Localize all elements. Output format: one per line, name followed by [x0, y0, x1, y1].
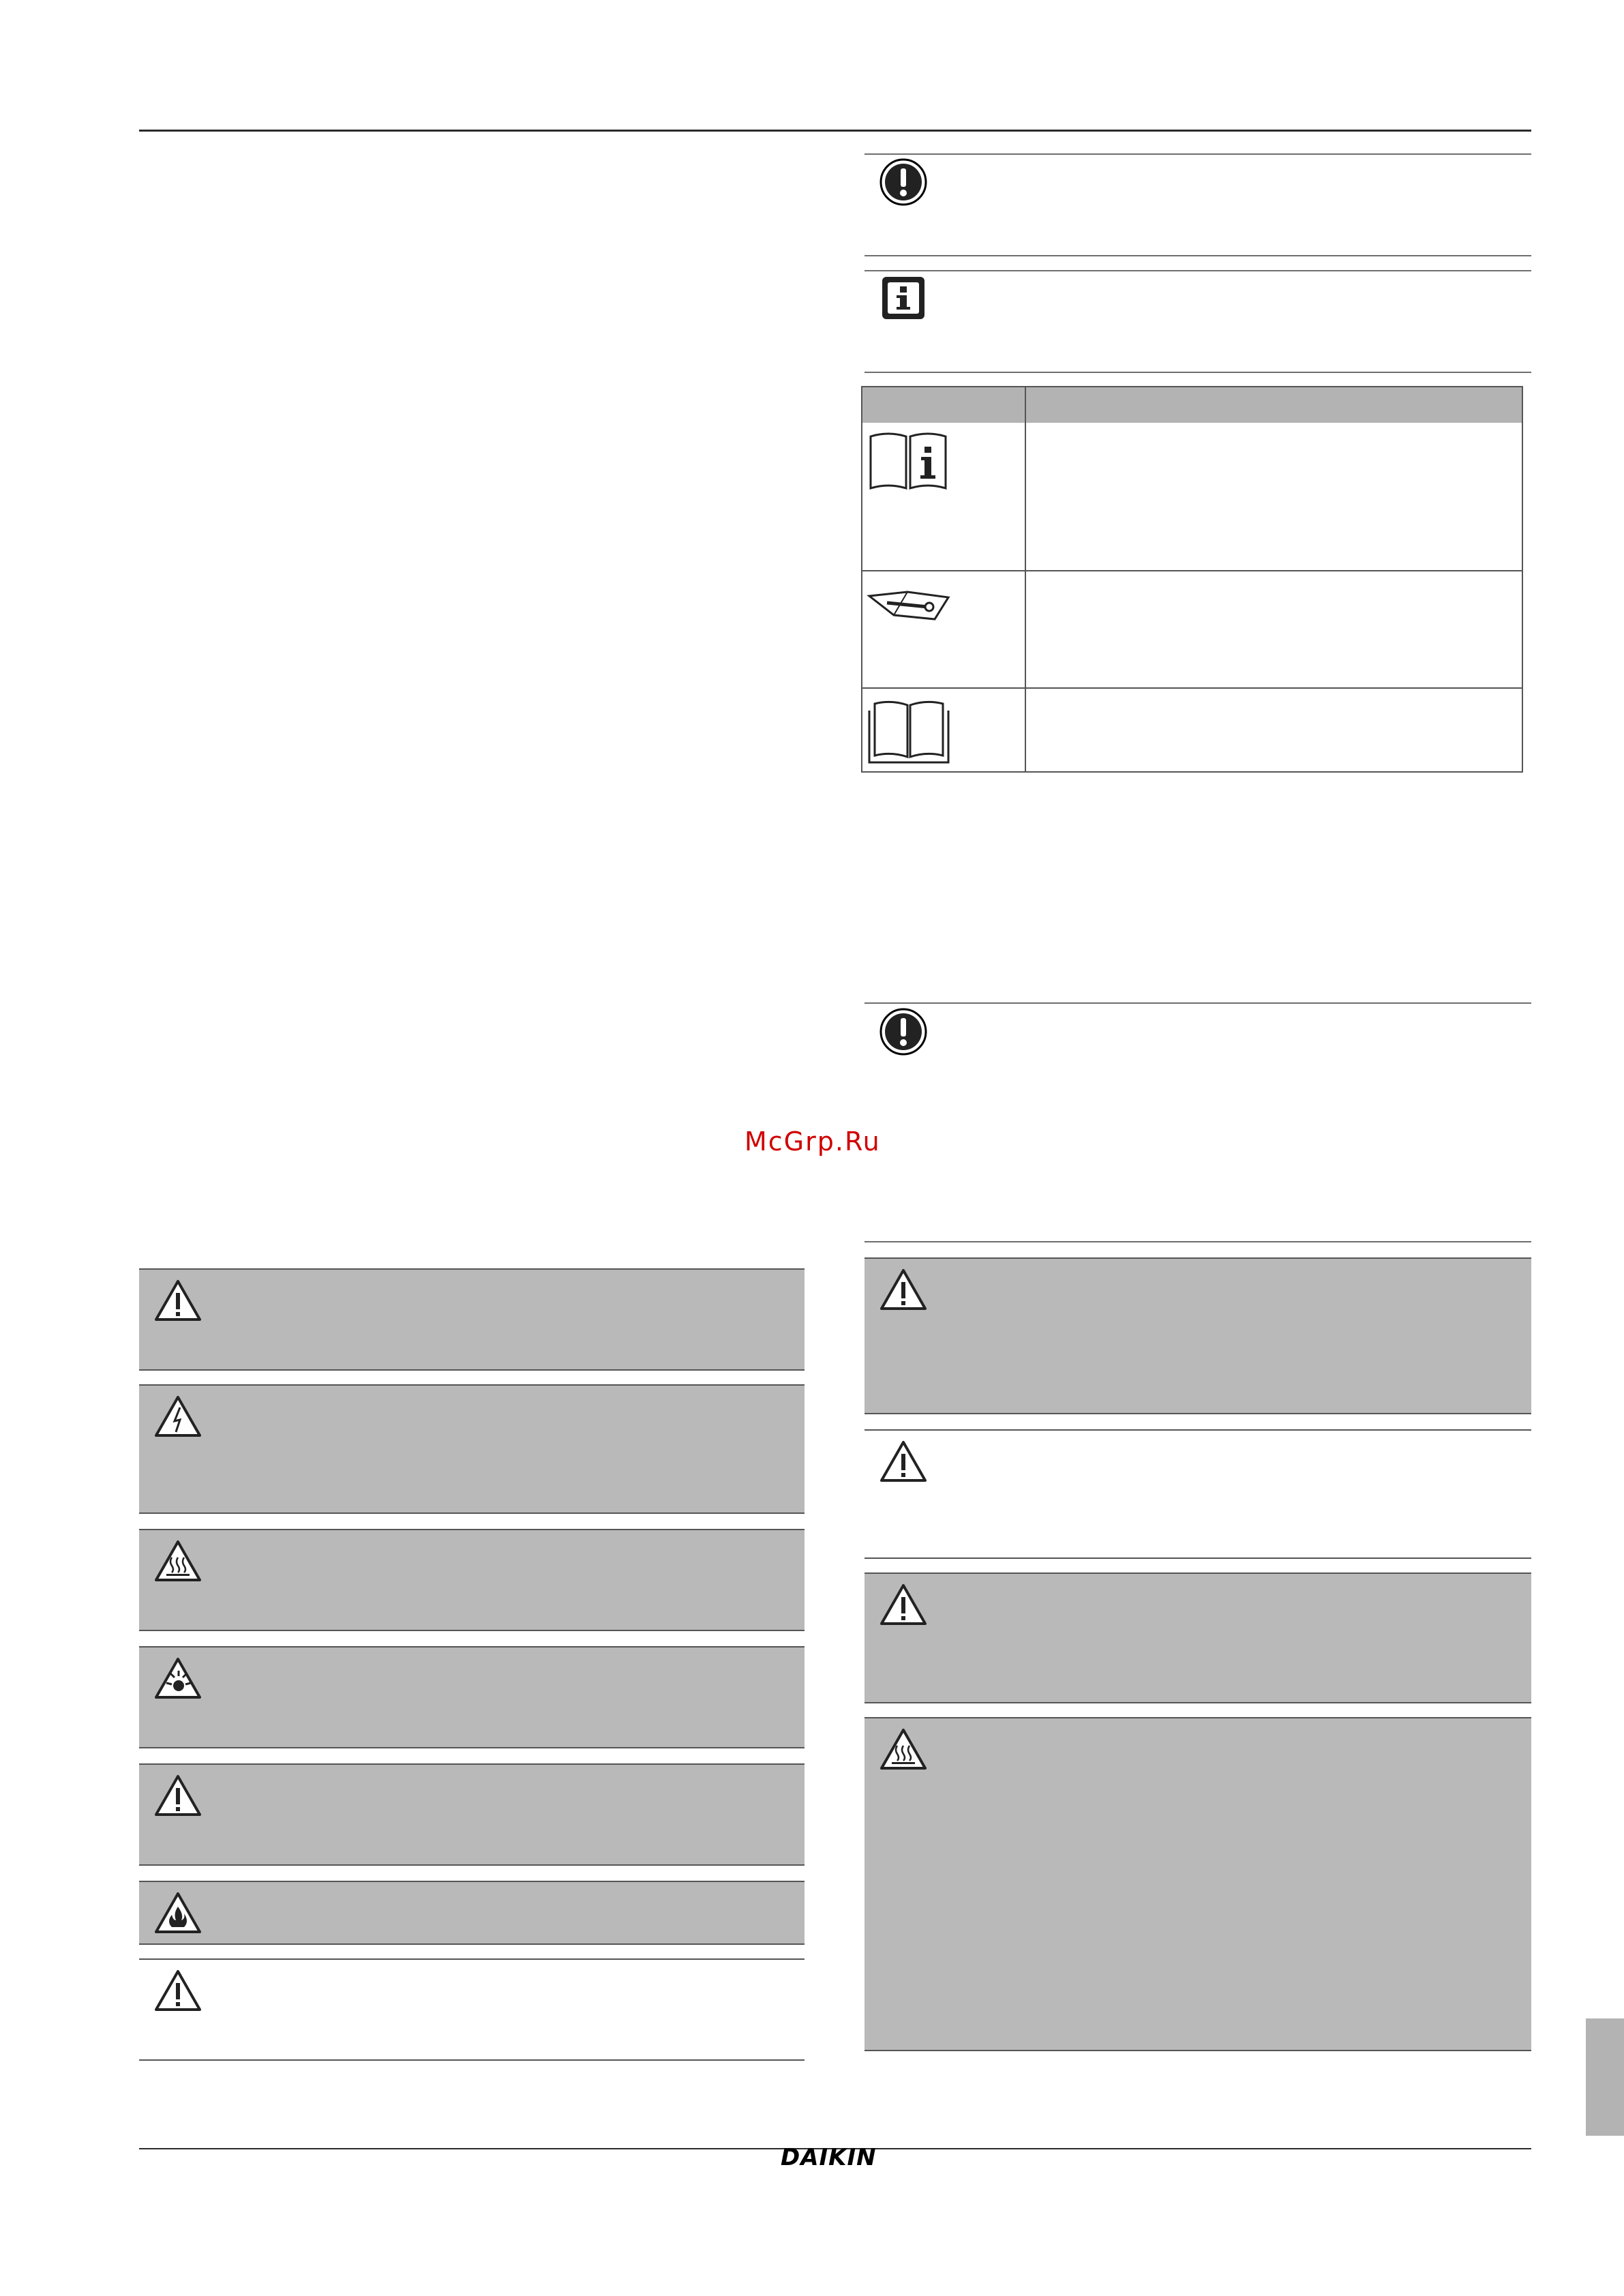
- table-column-divider: [1025, 387, 1026, 771]
- documentation-table: [861, 386, 1523, 773]
- warning-triangle-icon: [879, 1440, 927, 1485]
- table-row-divider: [862, 570, 1522, 571]
- electric-shock-icon: [154, 1395, 202, 1440]
- open-book-icon: [867, 697, 951, 768]
- info-icon: [881, 275, 926, 323]
- exclamation-icon: [879, 1008, 927, 1058]
- hazard-box-caution: [864, 1429, 1531, 1559]
- section-tab: [1586, 2018, 1624, 2136]
- info-top-rule: [864, 270, 1531, 271]
- warning-triangle-icon: [154, 1279, 202, 1324]
- book-info-icon: [868, 430, 950, 494]
- hazard-box-hot-surface: [139, 1529, 805, 1631]
- hazard-box-warning: [864, 1572, 1531, 1703]
- hazard-box-warning: [139, 1763, 805, 1866]
- hazard-box-warning: [864, 1257, 1531, 1414]
- table-row-divider: [862, 687, 1522, 689]
- hot-surface-icon: [879, 1728, 927, 1773]
- hazard-box-caution: [139, 1958, 805, 2061]
- hazard-box-hot-surface: [864, 1717, 1531, 2051]
- info-bottom-rule: [864, 372, 1531, 373]
- warning-triangle-icon: [879, 1268, 927, 1313]
- manual-wrench-icon: [867, 582, 951, 626]
- explosion-icon: [154, 1657, 202, 1702]
- exclamation-icon: [879, 158, 927, 209]
- hot-surface-icon: [154, 1540, 202, 1585]
- table-header: [862, 387, 1522, 423]
- hazard-box-electric: [139, 1384, 805, 1514]
- warning-triangle-icon: [154, 1774, 202, 1819]
- section-rule: [864, 1241, 1531, 1242]
- daikin-logo: DAIKIN: [781, 2144, 877, 2171]
- notice-bottom-rule: [864, 255, 1531, 256]
- hazard-box-flammable: [139, 1881, 805, 1945]
- hazard-box-warning: [139, 1268, 805, 1371]
- watermark: McGrp.Ru: [745, 1127, 881, 1157]
- warning-triangle-icon: [879, 1583, 927, 1628]
- warning-triangle-icon: [154, 1969, 202, 2014]
- flammable-icon: [154, 1892, 202, 1937]
- notice2-top-rule: [864, 1002, 1531, 1004]
- header-rule: [139, 130, 1531, 132]
- notice-top-rule: [864, 153, 1531, 155]
- hazard-box-explosion: [139, 1646, 805, 1748]
